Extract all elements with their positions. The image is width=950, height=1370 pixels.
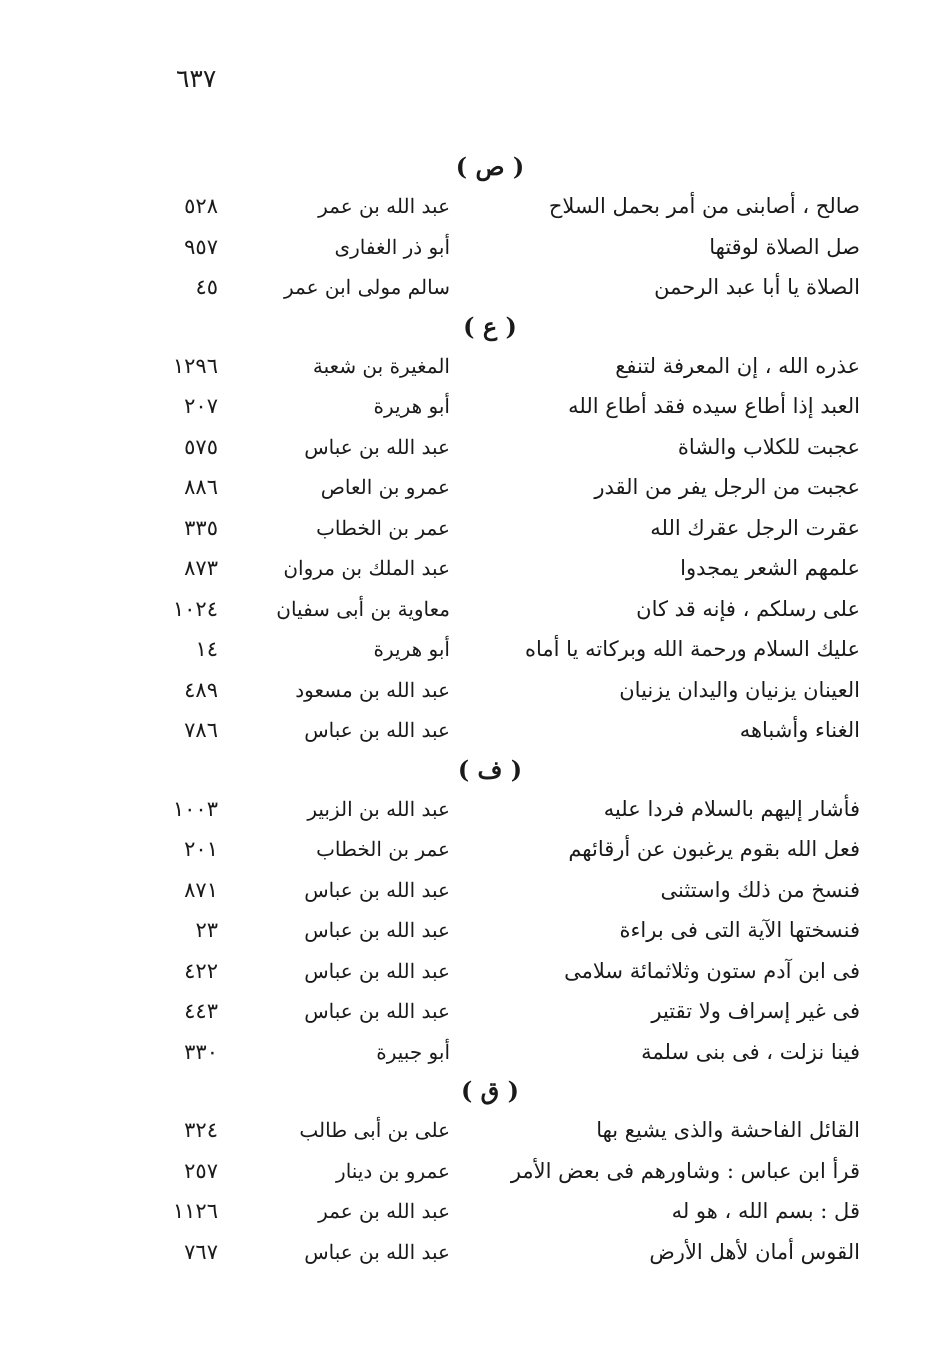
section-heading: ( ع ) bbox=[463, 311, 517, 341]
hadith-number: ٤٨٩ bbox=[184, 677, 218, 702]
hadith-text: فأشار إليهم بالسلام فردا عليه bbox=[603, 796, 860, 821]
hadith-number: ٢٣ bbox=[195, 918, 218, 942]
index-row bbox=[0, 910, 950, 951]
narrator-name: عمرو بن العاص bbox=[320, 475, 450, 499]
index-row bbox=[0, 870, 950, 911]
narrator-name: عبد الله بن عباس bbox=[304, 999, 450, 1023]
narrator-name: عمرو بن دينار bbox=[336, 1158, 450, 1183]
index-row bbox=[0, 589, 950, 630]
hadith-number: ٢٠٧ bbox=[184, 394, 218, 418]
section-heading: ( ق ) bbox=[460, 1076, 520, 1105]
index-row bbox=[0, 386, 950, 427]
index-row bbox=[0, 710, 950, 751]
narrator-name: أبو هريرة bbox=[373, 637, 450, 661]
hadith-text: القائل الفاحشة والذى يشيع بها bbox=[596, 1118, 860, 1142]
hadith-number: ٨٨٦ bbox=[184, 475, 218, 499]
hadith-text: عقرت الرجل عقرك الله bbox=[650, 515, 860, 540]
hadith-number: ١١٢٦ bbox=[172, 1199, 218, 1223]
narrator-name: معاوية بن أبى سفيان bbox=[276, 596, 450, 621]
hadith-number: ١٢٩٦ bbox=[172, 353, 218, 378]
index-row bbox=[0, 467, 950, 508]
narrator-name: أبو جبيرة bbox=[376, 1039, 450, 1064]
hadith-number: ٥٧٥ bbox=[184, 434, 218, 459]
hadith-text: فى غير إسراف ولا تقتير bbox=[651, 999, 860, 1023]
hadith-number: ١٠٠٣ bbox=[172, 796, 218, 821]
hadith-text: عجبت من الرجل يفر من القدر bbox=[594, 475, 860, 499]
section-heading: ( ف ) bbox=[457, 754, 523, 784]
narrator-name: عبد الله بن مسعود bbox=[295, 677, 450, 702]
hadith-text: فى ابن آدم ستون وثلاثمائة سلامى bbox=[564, 958, 860, 983]
hadith-text: العينان يزنيان واليدان يزنيان bbox=[619, 677, 860, 702]
hadith-number: ٥٢٨ bbox=[184, 194, 218, 218]
section-heading: ( ص ) bbox=[455, 152, 525, 181]
hadith-number: ١٤ bbox=[195, 637, 218, 661]
hadith-text: فينا نزلت ، فى بنى سلمة bbox=[641, 1039, 860, 1064]
narrator-name: عبد الله بن عباس bbox=[304, 877, 450, 902]
hadith-text: على رسلكم ، فإنه قد كان bbox=[636, 596, 860, 621]
index-row bbox=[0, 1232, 950, 1273]
index-row bbox=[0, 789, 950, 830]
index-row bbox=[0, 186, 950, 227]
index-row bbox=[0, 951, 950, 992]
narrator-name: المغيرة بن شعبة bbox=[312, 353, 450, 378]
index-row bbox=[0, 267, 950, 308]
page-number: ٦٣٧ bbox=[176, 64, 217, 93]
hadith-text: فعل الله بقوم يرغبون عن أرقائهم bbox=[568, 837, 860, 861]
hadith-number: ٣٣٠ bbox=[184, 1039, 218, 1064]
narrator-name: أبو ذر الغفارى bbox=[334, 234, 450, 259]
hadith-number: ٣٢٤ bbox=[184, 1118, 218, 1142]
narrator-name: عبد الله بن عمر bbox=[318, 1199, 450, 1223]
narrator-name: عبد الله بن عباس bbox=[304, 718, 450, 742]
index-row bbox=[0, 670, 950, 711]
index-row bbox=[0, 1191, 950, 1232]
hadith-number: ١٠٢٤ bbox=[172, 596, 218, 621]
hadith-number: ٨٧١ bbox=[184, 877, 218, 902]
index-row bbox=[0, 629, 950, 670]
hadith-text: صل الصلاة لوقتها bbox=[709, 234, 860, 259]
hadith-number: ٢٥٧ bbox=[184, 1158, 218, 1183]
hadith-text: عذره الله ، إن المعرفة لتنفع bbox=[615, 353, 860, 378]
index-row bbox=[0, 1110, 950, 1151]
hadith-number: ٣٣٥ bbox=[184, 515, 218, 540]
index-row bbox=[0, 991, 950, 1032]
narrator-name: عبد الله بن عباس bbox=[304, 958, 450, 983]
hadith-number: ٧٨٦ bbox=[184, 718, 218, 742]
hadith-number: ٩٥٧ bbox=[184, 234, 218, 259]
hadith-number: ٤٥ bbox=[195, 275, 218, 299]
hadith-index bbox=[0, 148, 950, 1272]
narrator-name: عبد الله بن عباس bbox=[304, 918, 450, 942]
index-row bbox=[0, 1032, 950, 1073]
hadith-text: عليك السلام ورحمة الله وبركاته يا أماه bbox=[525, 637, 860, 661]
index-row bbox=[0, 346, 950, 387]
index-row bbox=[0, 1151, 950, 1192]
hadith-number: ٤٤٣ bbox=[184, 999, 218, 1023]
hadith-text: فنسخ من ذلك واستثنى bbox=[660, 877, 860, 902]
index-row bbox=[0, 427, 950, 468]
narrator-name: أبو هريرة bbox=[373, 394, 450, 418]
hadith-number: ٨٧٣ bbox=[184, 556, 218, 580]
hadith-number: ٧٦٧ bbox=[184, 1239, 218, 1264]
narrator-name: عبد الله بن عمر bbox=[318, 194, 450, 218]
narrator-name: عمر بن الخطاب bbox=[316, 515, 450, 540]
index-row bbox=[0, 227, 950, 268]
index-row bbox=[0, 548, 950, 589]
narrator-name: عبد الله بن الزبير bbox=[307, 796, 450, 821]
narrator-name: على بن أبى طالب bbox=[299, 1118, 450, 1142]
hadith-text: قرأ ابن عباس : وشاورهم فى بعض الأمر bbox=[510, 1158, 860, 1183]
hadith-text: القوس أمان لأهل الأرض bbox=[649, 1239, 860, 1264]
hadith-number: ٤٢٢ bbox=[184, 958, 218, 983]
hadith-text: عجبت للكلاب والشاة bbox=[677, 434, 860, 459]
hadith-text: صالح ، أصابنى من أمر بحمل السلاح bbox=[548, 194, 860, 218]
narrator-name: عبد الله بن عباس bbox=[304, 434, 450, 459]
hadith-text: علمهم الشعر يمجدوا bbox=[680, 556, 860, 580]
narrator-name: عبد الملك بن مروان bbox=[283, 556, 450, 580]
hadith-text: العبد إذا أطاع سيده فقد أطاع الله bbox=[568, 394, 860, 418]
hadith-text: قل : بسم الله ، هو له bbox=[671, 1199, 860, 1223]
hadith-text: الغناء وأشباهه bbox=[739, 718, 860, 742]
index-row bbox=[0, 829, 950, 870]
hadith-text: فنسختها الآية التى فى براءة bbox=[619, 918, 860, 942]
narrator-name: سالم مولى ابن عمر bbox=[283, 275, 450, 299]
index-row bbox=[0, 508, 950, 549]
hadith-number: ٢٠١ bbox=[184, 837, 218, 861]
hadith-text: الصلاة يا أبا عبد الرحمن bbox=[654, 275, 860, 299]
narrator-name: عمر بن الخطاب bbox=[316, 837, 450, 861]
narrator-name: عبد الله بن عباس bbox=[304, 1239, 450, 1264]
